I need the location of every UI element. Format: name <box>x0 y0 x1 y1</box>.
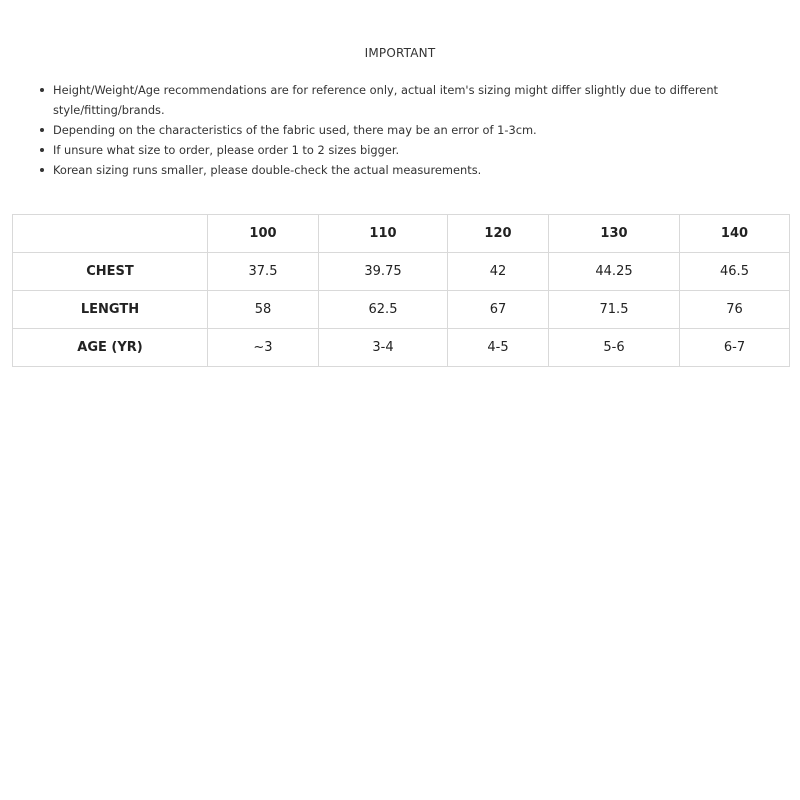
table-cell: 39.75 <box>319 253 448 291</box>
size-chart-table <box>12 214 790 367</box>
table-cell: 4-5 <box>448 329 549 367</box>
bullet-icon <box>40 168 44 172</box>
notice-list <box>38 80 768 180</box>
row-label-chest: CHEST <box>13 253 208 291</box>
table-cell: 46.5 <box>680 253 790 291</box>
table-row <box>13 291 790 329</box>
notice-item-text: Korean sizing runs smaller, please double-check the actual measurements. <box>53 163 482 177</box>
table-cell: 58 <box>208 291 319 329</box>
table-cell: 42 <box>448 253 549 291</box>
table-cell: 3-4 <box>319 329 448 367</box>
size-header-100: 100 <box>208 215 319 253</box>
row-label-length: LENGTH <box>13 291 208 329</box>
row-label-age: AGE (YR) <box>13 329 208 367</box>
size-header-110: 110 <box>319 215 448 253</box>
table-row <box>13 329 790 367</box>
notice-item <box>38 120 768 140</box>
size-header-130: 130 <box>549 215 680 253</box>
table-cell: 67 <box>448 291 549 329</box>
table-row <box>13 253 790 291</box>
table-cell: 44.25 <box>549 253 680 291</box>
size-header-140: 140 <box>680 215 790 253</box>
bullet-icon <box>40 88 44 92</box>
notice-item-text: Depending on the characteristics of the fabric used, there may be an error of 1-3cm. <box>53 123 537 137</box>
notice-item-text: If unsure what size to order, please order 1 to 2 sizes bigger. <box>53 143 400 157</box>
table-cell: 37.5 <box>208 253 319 291</box>
table-cell: 5-6 <box>549 329 680 367</box>
notice-item-text: Height/Weight/Age recommendations are for reference only, actual item's sizing might differ slightly due to different style/fitting/brands. <box>53 83 719 117</box>
table-cell: ~3 <box>208 329 319 367</box>
table-cell: 71.5 <box>549 291 680 329</box>
table-cell: 76 <box>680 291 790 329</box>
notice-item <box>38 160 768 180</box>
size-header-120: 120 <box>448 215 549 253</box>
table-corner-cell <box>13 215 208 253</box>
table-cell: 62.5 <box>319 291 448 329</box>
notice-item <box>38 140 768 160</box>
table-header-row <box>13 215 790 253</box>
notice-item <box>38 80 768 120</box>
notice-title: IMPORTANT <box>364 46 436 60</box>
bullet-icon <box>40 128 44 132</box>
bullet-icon <box>40 148 44 152</box>
table-cell: 6-7 <box>680 329 790 367</box>
